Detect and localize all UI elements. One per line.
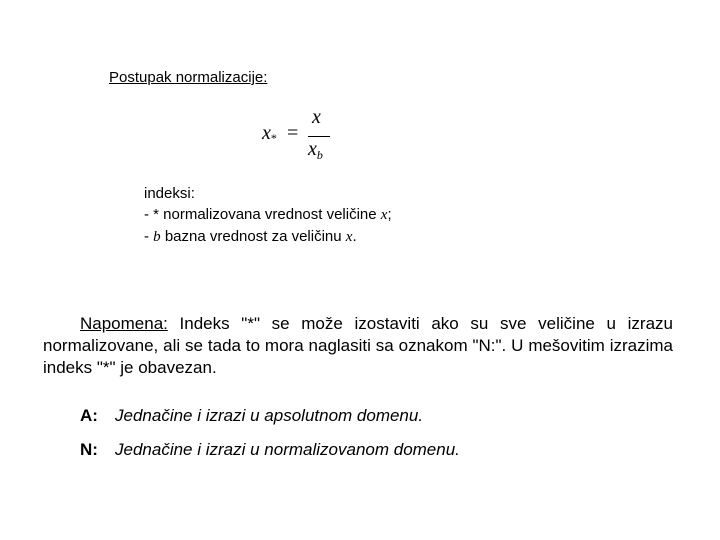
- formula-numerator: x: [312, 106, 321, 128]
- legend-line1-var: x: [380, 207, 388, 223]
- legend-line1-suffix: ;: [387, 206, 392, 223]
- legend-line-base: [144, 226, 392, 248]
- formula-denominator: [308, 138, 323, 163]
- definition-text-n: Jednačine i izrazi u normalizovanom domenu.: [115, 440, 460, 459]
- legend-title: indeksi:: [144, 185, 195, 202]
- legend-line2-b: b: [153, 229, 161, 245]
- definition-key-n: N:: [80, 440, 98, 459]
- formula-lhs-symbol: x: [262, 122, 271, 144]
- definition-absolute: [80, 406, 423, 426]
- section-heading: Postupak normalizacije:: [109, 69, 268, 86]
- definition-normalized: [80, 440, 460, 460]
- legend-line-normalized: [144, 204, 392, 226]
- fraction-bar: [308, 136, 330, 137]
- formula-denominator-symbol: x: [308, 138, 317, 160]
- definition-text-a: Jednačine i izrazi u apsolutnom domenu.: [115, 406, 424, 425]
- note-paragraph: [43, 313, 673, 379]
- index-legend: [144, 183, 392, 248]
- legend-line2-text: bazna vrednost za veličinu: [160, 228, 346, 245]
- formula-lhs-subscript: *: [270, 131, 277, 145]
- legend-line2-prefix: -: [144, 228, 154, 245]
- normalization-formula: [262, 108, 342, 168]
- legend-line1-text: - * normalizovana vrednost veličine: [144, 206, 381, 223]
- formula-lhs: [262, 122, 277, 146]
- legend-line2-suffix: .: [352, 228, 357, 245]
- note-text: Indeks "*" se može izostaviti ako su sve veličine u izrazu normalizovane, ali se tada to mora naglasiti sa oznakom "N:". U mešovitim izrazima indeks "*" je obavezan.: [43, 314, 673, 377]
- legend-line2-var: x: [345, 229, 353, 245]
- formula-denominator-subscript: b: [316, 148, 323, 162]
- formula-equals: =: [287, 122, 299, 144]
- note-label: Napomena:: [80, 314, 168, 333]
- definition-key-a: A:: [80, 406, 98, 425]
